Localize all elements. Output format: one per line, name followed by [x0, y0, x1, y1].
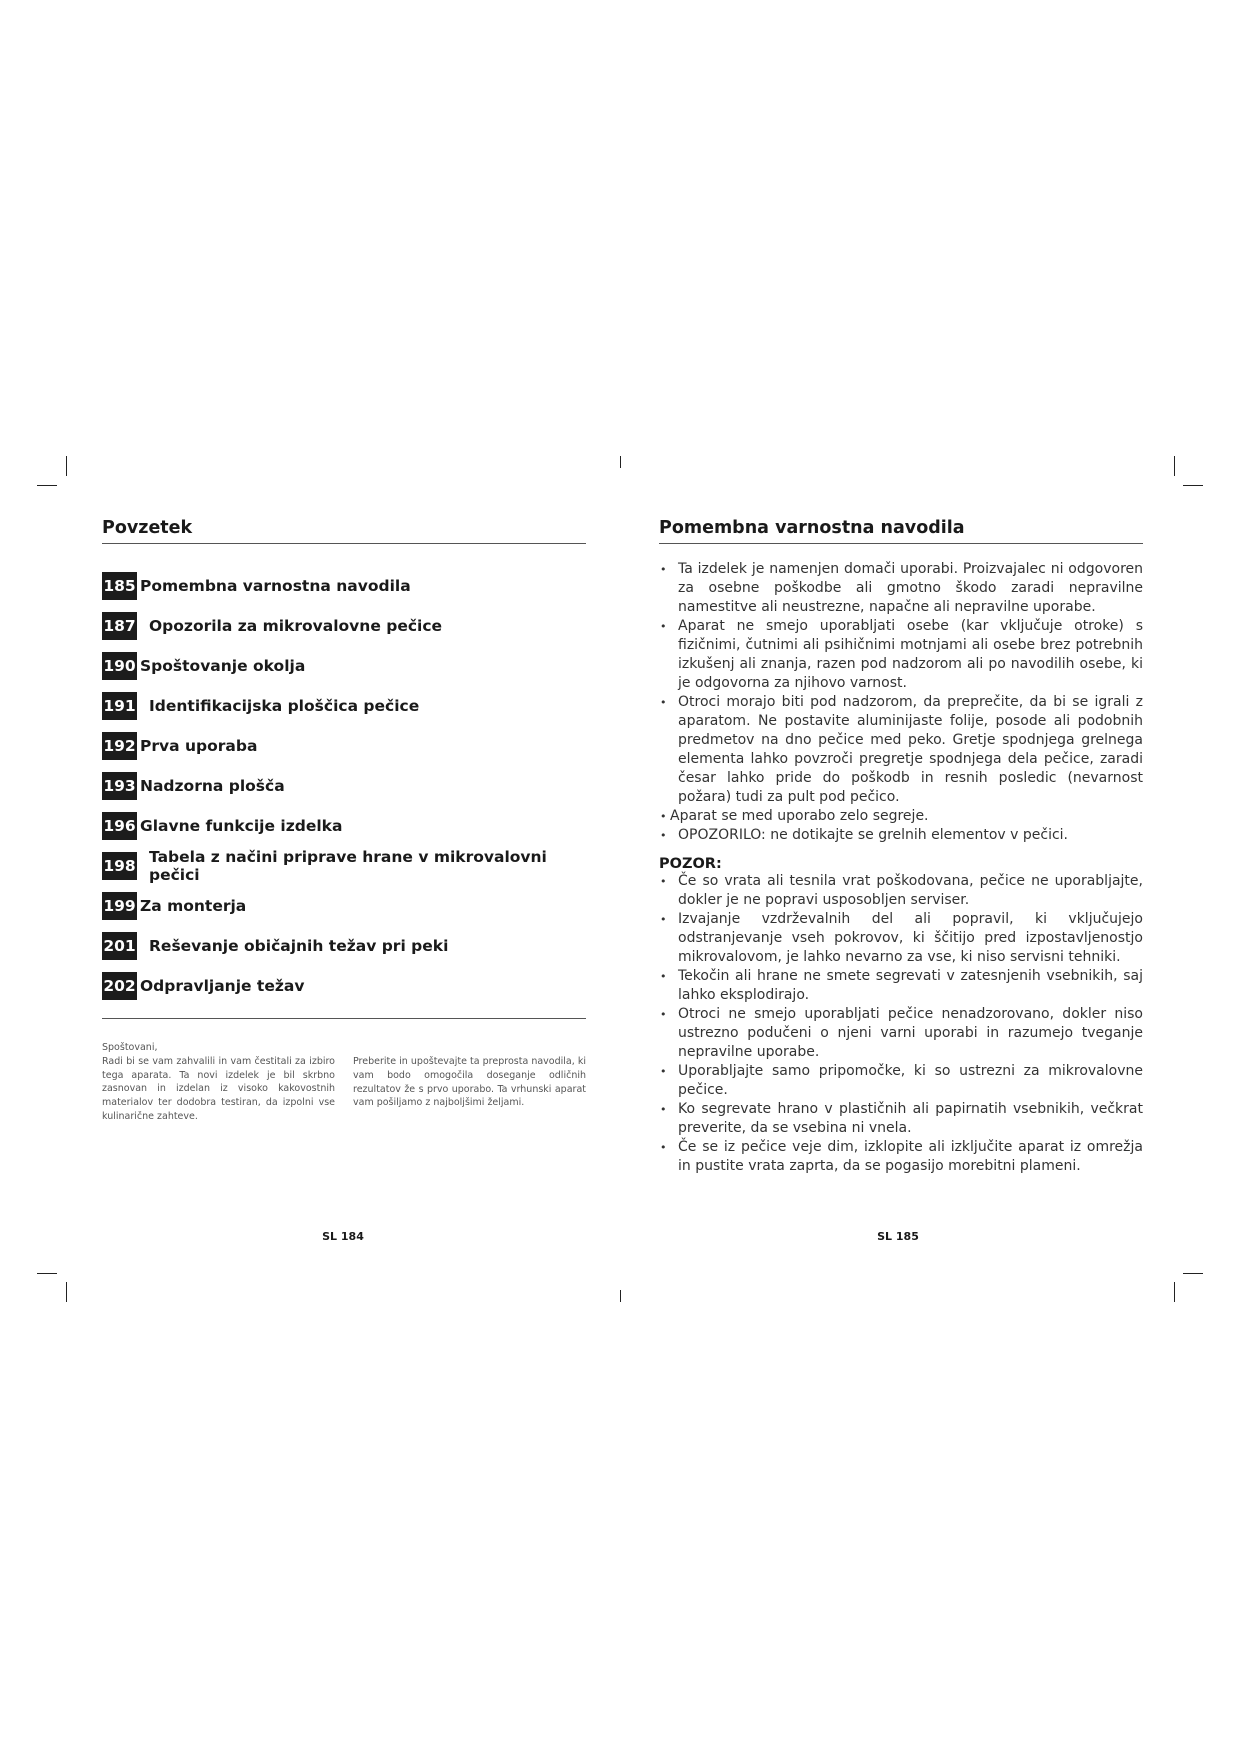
toc-page-number: 187 — [102, 612, 137, 640]
toc-page-number: 192 — [102, 732, 137, 760]
table-of-contents — [102, 566, 586, 1006]
crop-mark — [66, 1282, 67, 1302]
toc-entry[interactable] — [102, 846, 586, 886]
warning-item: • Ko segrevate hrano v plastičnih ali papirnatih vsebnikih, večkrat preverite, da se vsebina ni vnela. — [659, 1100, 1143, 1138]
page-number-right: SL 185 — [877, 1230, 919, 1243]
safety-item: • OPOZORILO: ne dotikajte se grelnih elementov v pečici. — [659, 826, 1143, 845]
intro-column-2: Preberite in upoštevajte ta preprosta navodila, ki vam bodo omogočila doseganje odličnih rezultatov že s prvo uporabo. Ta vrhunski aparat vam pošiljamo z najboljšimi željami. — [353, 1056, 586, 1109]
crop-mark — [66, 456, 67, 476]
warning-item: • Če se iz pečice veje dim, izklopite ali izključite aparat iz omrežja in pustite vrata zaprta, da se pogasijo morebitni plameni. — [659, 1138, 1143, 1176]
page-number-left: SL 184 — [322, 1230, 364, 1243]
toc-entry-label: Spoštovanje okolja — [140, 657, 306, 675]
toc-page-number: 191 — [102, 692, 137, 720]
safety-item: • Aparat se med uporabo zelo segreje. — [659, 807, 1143, 826]
toc-entry[interactable] — [102, 766, 586, 806]
toc-entry[interactable] — [102, 806, 586, 846]
page-title: Pomembna varnostna navodila — [659, 518, 1143, 544]
left-page — [102, 518, 586, 1124]
divider — [102, 1018, 586, 1019]
crop-mark — [620, 456, 621, 468]
crop-mark — [37, 485, 57, 486]
toc-page-number: 198 — [102, 852, 137, 880]
toc-entry-label: Prva uporaba — [140, 737, 258, 755]
toc-entry-label: Reševanje običajnih težav pri peki — [149, 937, 449, 955]
toc-entry[interactable] — [102, 886, 586, 926]
page-title: Povzetek — [102, 518, 586, 544]
toc-entry-label: Nadzorna plošča — [140, 777, 285, 795]
safety-item: • Aparat ne smejo uporabljati osebe (kar vključuje otroke) s fizičnimi, čutnimi ali psihičnimi motnjami ali osebe brez potrebnih izkušenj ali znanja, razen pod nadzorom ali po navodilih osebe, ki je odgovorna za njihovo varnost. — [659, 617, 1143, 693]
toc-entry[interactable] — [102, 726, 586, 766]
toc-page-number: 190 — [102, 652, 137, 680]
crop-mark — [1183, 1273, 1203, 1274]
safety-list — [659, 560, 1143, 845]
toc-entry-label: Identifikacijska ploščica pečice — [149, 697, 420, 715]
right-page — [659, 518, 1143, 1176]
intro-column-1: Spoštovani, Radi bi se vam zahvalili in vam čestitali za izbiro tega aparata. Ta novi izdelek je bil skrbno zasnovan in izdelan iz visoko kakovostnih materialov ter dodobra testiran, da izpolni vse kulinarične zahteve. — [102, 1042, 335, 1122]
toc-entry[interactable] — [102, 926, 586, 966]
toc-entry-label: Za monterja — [140, 897, 247, 915]
toc-entry[interactable] — [102, 966, 586, 1006]
toc-entry[interactable] — [102, 606, 586, 646]
toc-entry-label: Tabela z načini priprave hrane v mikrovalovni pečici — [149, 848, 547, 884]
toc-page-number: 202 — [102, 972, 137, 1000]
crop-mark — [1174, 456, 1175, 476]
warning-heading: POZOR: — [659, 856, 722, 872]
toc-page-number: 185 — [102, 572, 137, 600]
safety-item: • Otroci morajo biti pod nadzorom, da preprečite, da bi se igrali z aparatom. Ne postavite aluminijaste folije, posode ali podobnih predmetov na dno pečice med peko. Gretje spodnjega grelnega elementa lahko povzroči pregretje spodnjega dela pečice, zaradi česar lahko pride do poškodb in resnih posledic (nevarnost požara) tudi za pult pod pečico. — [659, 693, 1143, 807]
toc-entry-label: Odpravljanje težav — [140, 977, 305, 995]
toc-entry-label: Pomembna varnostna navodila — [140, 577, 411, 595]
warning-item: • Uporabljajte samo pripomočke, ki so ustrezni za mikrovalovne pečice. — [659, 1062, 1143, 1100]
toc-entry[interactable] — [102, 686, 586, 726]
toc-entry-label: Glavne funkcije izdelka — [140, 817, 343, 835]
crop-mark — [1174, 1282, 1175, 1302]
toc-entry[interactable] — [102, 566, 586, 606]
toc-page-number: 193 — [102, 772, 137, 800]
warning-item: • Otroci ne smejo uporabljati pečice nenadzorovano, dokler niso ustrezno podučeni o njeni varni uporabi in razumejo tveganje nepravilne uporabe. — [659, 1005, 1143, 1062]
toc-entry-label: Opozorila za mikrovalovne pečice — [149, 617, 443, 635]
toc-entry[interactable] — [102, 646, 586, 686]
toc-page-number: 201 — [102, 932, 137, 960]
crop-mark — [1183, 485, 1203, 486]
warning-list — [659, 872, 1143, 1176]
warning-item: • Tekočin ali hrane ne smete segrevati v zatesnjenih vsebnikih, saj lahko eksplodirajo. — [659, 967, 1143, 1005]
safety-item: • Ta izdelek je namenjen domači uporabi. Proizvajalec ni odgovoren za osebne poškodbe ali gmotno škodo zaradi nepravilne namestitve ali neustrezne, napačne ali nepravilne uporabe. — [659, 560, 1143, 617]
crop-mark — [620, 1290, 621, 1302]
toc-page-number: 196 — [102, 812, 137, 840]
intro-text — [102, 1041, 586, 1124]
warning-item: • Izvajanje vzdrževalnih del ali popravil, ki vključujejo odstranjevanje vseh pokrovov, ki ščitijo pred izpostavljenostjo mikrovalovom, je lahko nevarno za vse, ki niso servisni tehniki. — [659, 910, 1143, 967]
toc-page-number: 199 — [102, 892, 137, 920]
crop-mark — [37, 1273, 57, 1274]
warning-item: • Če so vrata ali tesnila vrat poškodovana, pečice ne uporabljajte, dokler je ne popravi usposobljen serviser. — [659, 872, 1143, 910]
